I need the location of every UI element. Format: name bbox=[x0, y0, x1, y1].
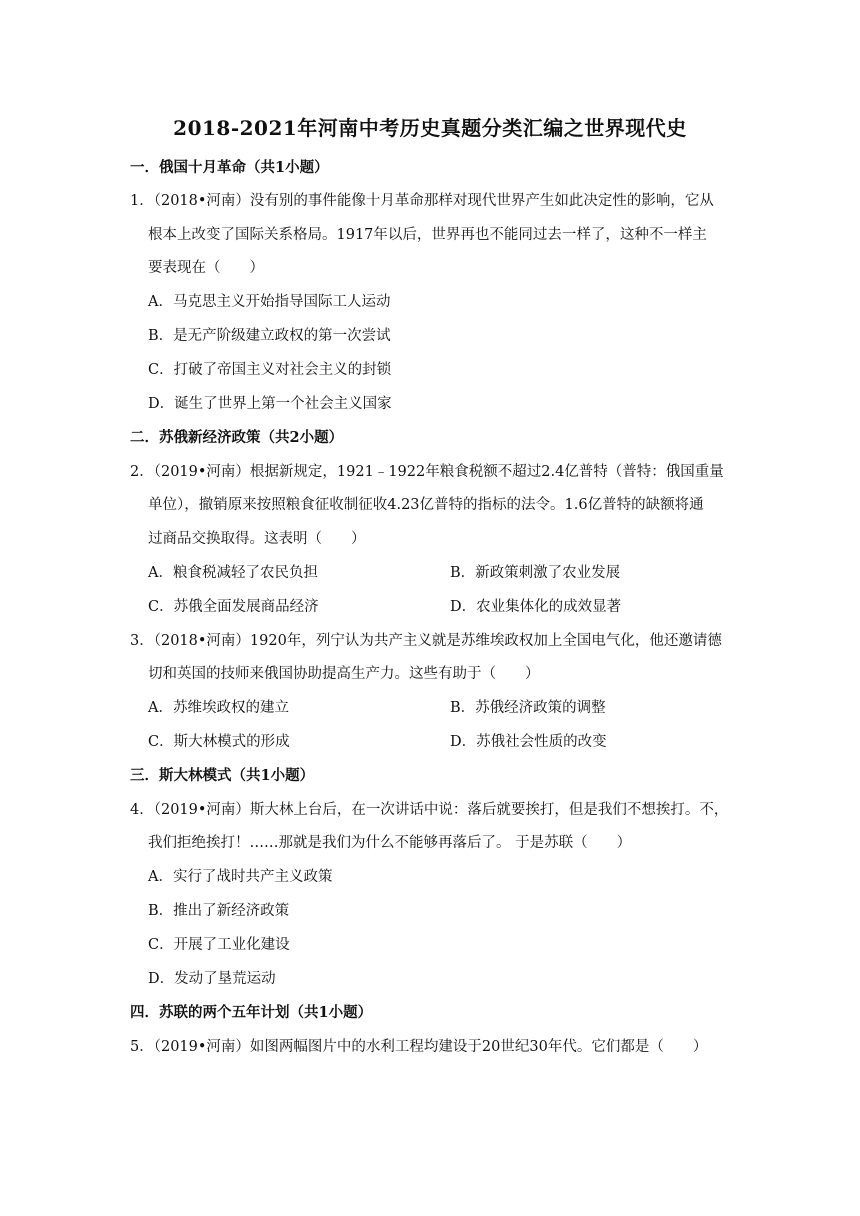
question-1-line-1: 1．（2018•河南）没有别的事件能像十月革命那样对现代世界产生如此决定性的影响，它从 bbox=[130, 193, 714, 209]
question-2-line-1: 2．（2019•河南）根据新规定，1921﹣1922年粮食税额不超过2.4亿普特（普特：俄国重量 bbox=[130, 464, 724, 480]
question-4-line-2: 我们拒绝挨打！……那就是我们为什么不能够再落后了。 于是苏联（ ） bbox=[148, 835, 632, 851]
question-1-option-b: B．是无产阶级建立政权的第一次尝试 bbox=[148, 328, 391, 344]
question-3-option-b: B．苏俄经济政策的调整 bbox=[450, 700, 606, 716]
question-3-option-c: C．斯大林模式的形成 bbox=[148, 734, 290, 750]
section-heading-4: 四．苏联的两个五年计划（共1小题） bbox=[130, 1004, 373, 1021]
question-1-line-3: 要表现在（ ） bbox=[148, 260, 264, 276]
question-4-option-c: C．开展了工业化建设 bbox=[148, 937, 290, 953]
question-4-option-d: D．发动了垦荒运动 bbox=[148, 971, 276, 987]
question-1-option-c: C．打破了帝国主义对社会主义的封锁 bbox=[148, 362, 392, 378]
question-1-option-a: A．马克思主义开始指导国际工人运动 bbox=[148, 294, 391, 310]
section-heading-2: 二．苏俄新经济政策（共2小题） bbox=[130, 429, 344, 446]
question-4-option-a: A．实行了战时共产主义政策 bbox=[148, 869, 333, 885]
question-3-line-2: 切和英国的技师来俄国协助提高生产力。这些有助于（ ） bbox=[148, 666, 540, 682]
question-2-line-2: 单位），撤销原来按照粮食征收制征收4.23亿普特的指标的法令。1.6亿普特的缺额将通 bbox=[148, 497, 704, 513]
section-heading-1: 一．俄国十月革命（共1小题） bbox=[130, 159, 329, 176]
question-2-option-b: B．新政策刺激了农业发展 bbox=[450, 565, 621, 581]
question-3-option-a: A．苏维埃政权的建立 bbox=[148, 700, 289, 716]
question-1-option-d: D．诞生了世界上第一个社会主义国家 bbox=[148, 396, 392, 412]
page-title: 2018-2021年河南中考历史真题分类汇编之世界现代史 bbox=[173, 116, 687, 140]
question-2-line-3: 过商品交换取得。这表明（ ） bbox=[148, 531, 366, 547]
question-2-option-a: A．粮食税减轻了农民负担 bbox=[148, 565, 318, 581]
question-3-option-d: D．苏俄社会性质的改变 bbox=[450, 734, 607, 750]
section-heading-3: 三．斯大林模式（共1小题） bbox=[130, 767, 315, 784]
question-3-line-1: 3．（2018•河南）1920年，列宁认为共产主义就是苏维埃政权加上全国电气化，他还邀请德 bbox=[130, 633, 722, 649]
question-4-line-1: 4．（2019•河南）斯大林上台后，在一次讲话中说：落后就要挨打，但是我们不想挨打。不， bbox=[130, 802, 729, 818]
question-1-line-2: 根本上改变了国际关系格局。1917年以后，世界再也不能同过去一样了，这种不一样主 bbox=[148, 227, 707, 243]
question-2-option-d: D．农业集体化的成效显著 bbox=[450, 599, 622, 615]
question-4-option-b: B．推出了新经济政策 bbox=[148, 903, 290, 919]
question-5-line-1: 5．（2019•河南）如图两幅图片中的水利工程均建设于20世纪30年代。它们都是（ ） bbox=[130, 1039, 708, 1055]
question-2-option-c: C．苏俄全面发展商品经济 bbox=[148, 599, 319, 615]
